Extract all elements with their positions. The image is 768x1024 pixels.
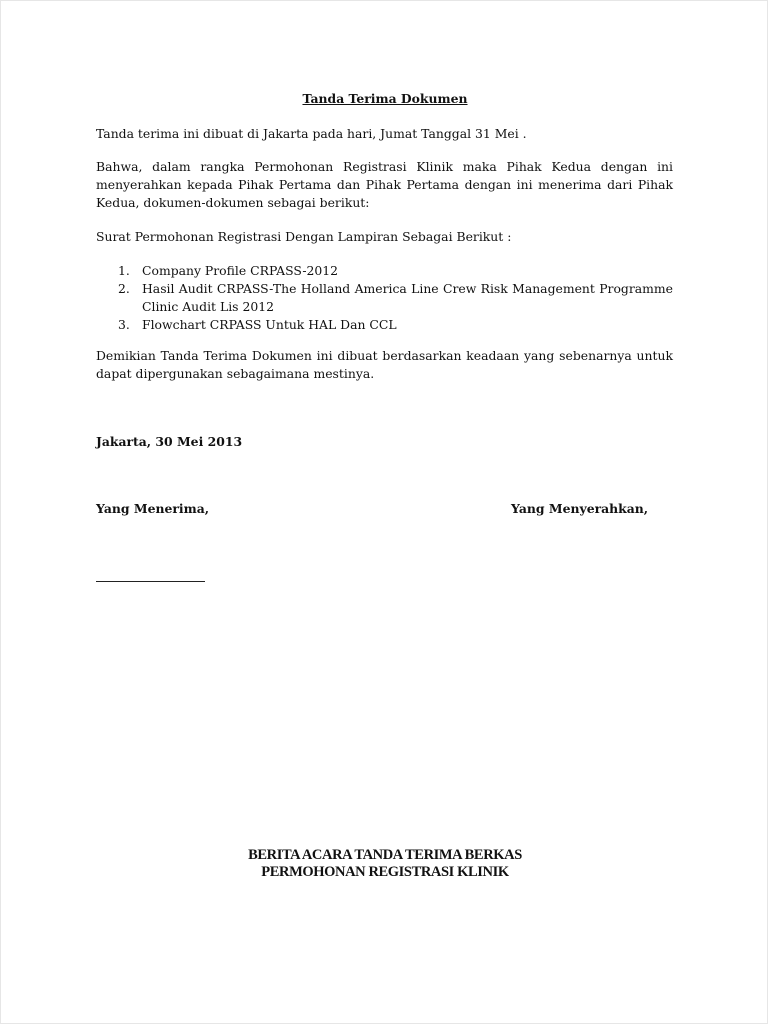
footer-heading [1,847,768,881]
list-heading: Surat Permohonan Registrasi Dengan Lampiran Sebagai Berikut : [96,229,512,244]
list-item [96,280,673,316]
list-item-text: Company Profile CRPASS-2012 [142,263,339,278]
list-item-number: 3. [118,317,130,332]
closing-paragraph: Demikian Tanda Terima Dokumen ini dibuat berdasarkan keadaan yang sebenarnya untuk dapat dipergunakan sebagaimana mestinya. [96,348,673,381]
sender-label: Yang Menyerahkan, [511,501,649,516]
document-list [96,262,673,334]
signature-line [96,581,205,582]
document-title: Tanda Terima Dokumen [302,91,468,106]
footer-line-1: BERITA ACARA TANDA TERIMA BERKAS [248,847,522,863]
intro-paragraph: Tanda terima ini dibuat di Jakarta pada hari, Jumat Tanggal 31 Mei . [96,126,527,141]
list-item-number: 1. [118,263,130,278]
list-item [96,262,673,280]
body-paragraph: Bahwa, dalam rangka Permohonan Registrasi Klinik maka Pihak Kedua dengan ini menyerahkan kepada Pihak Pertama dan Pihak Pertama dengan ini menerima dari Pihak Kedua, dokumen-dokumen sebagai berikut: [96,159,673,210]
list-item-text: Hasil Audit CRPASS-The Holland America Line Crew Risk Management Programme Clinic Audit Lis 2012 [142,281,673,314]
list-item-text: Flowchart CRPASS Untuk HAL Dan CCL [142,317,397,332]
receiver-label: Yang Menerima, [96,501,210,516]
list-item [96,316,673,334]
place-date: Jakarta, 30 Mei 2013 [96,434,243,449]
list-item-number: 2. [118,281,130,296]
footer-line-2: PERMOHONAN REGISTRASI KLINIK [261,864,509,880]
